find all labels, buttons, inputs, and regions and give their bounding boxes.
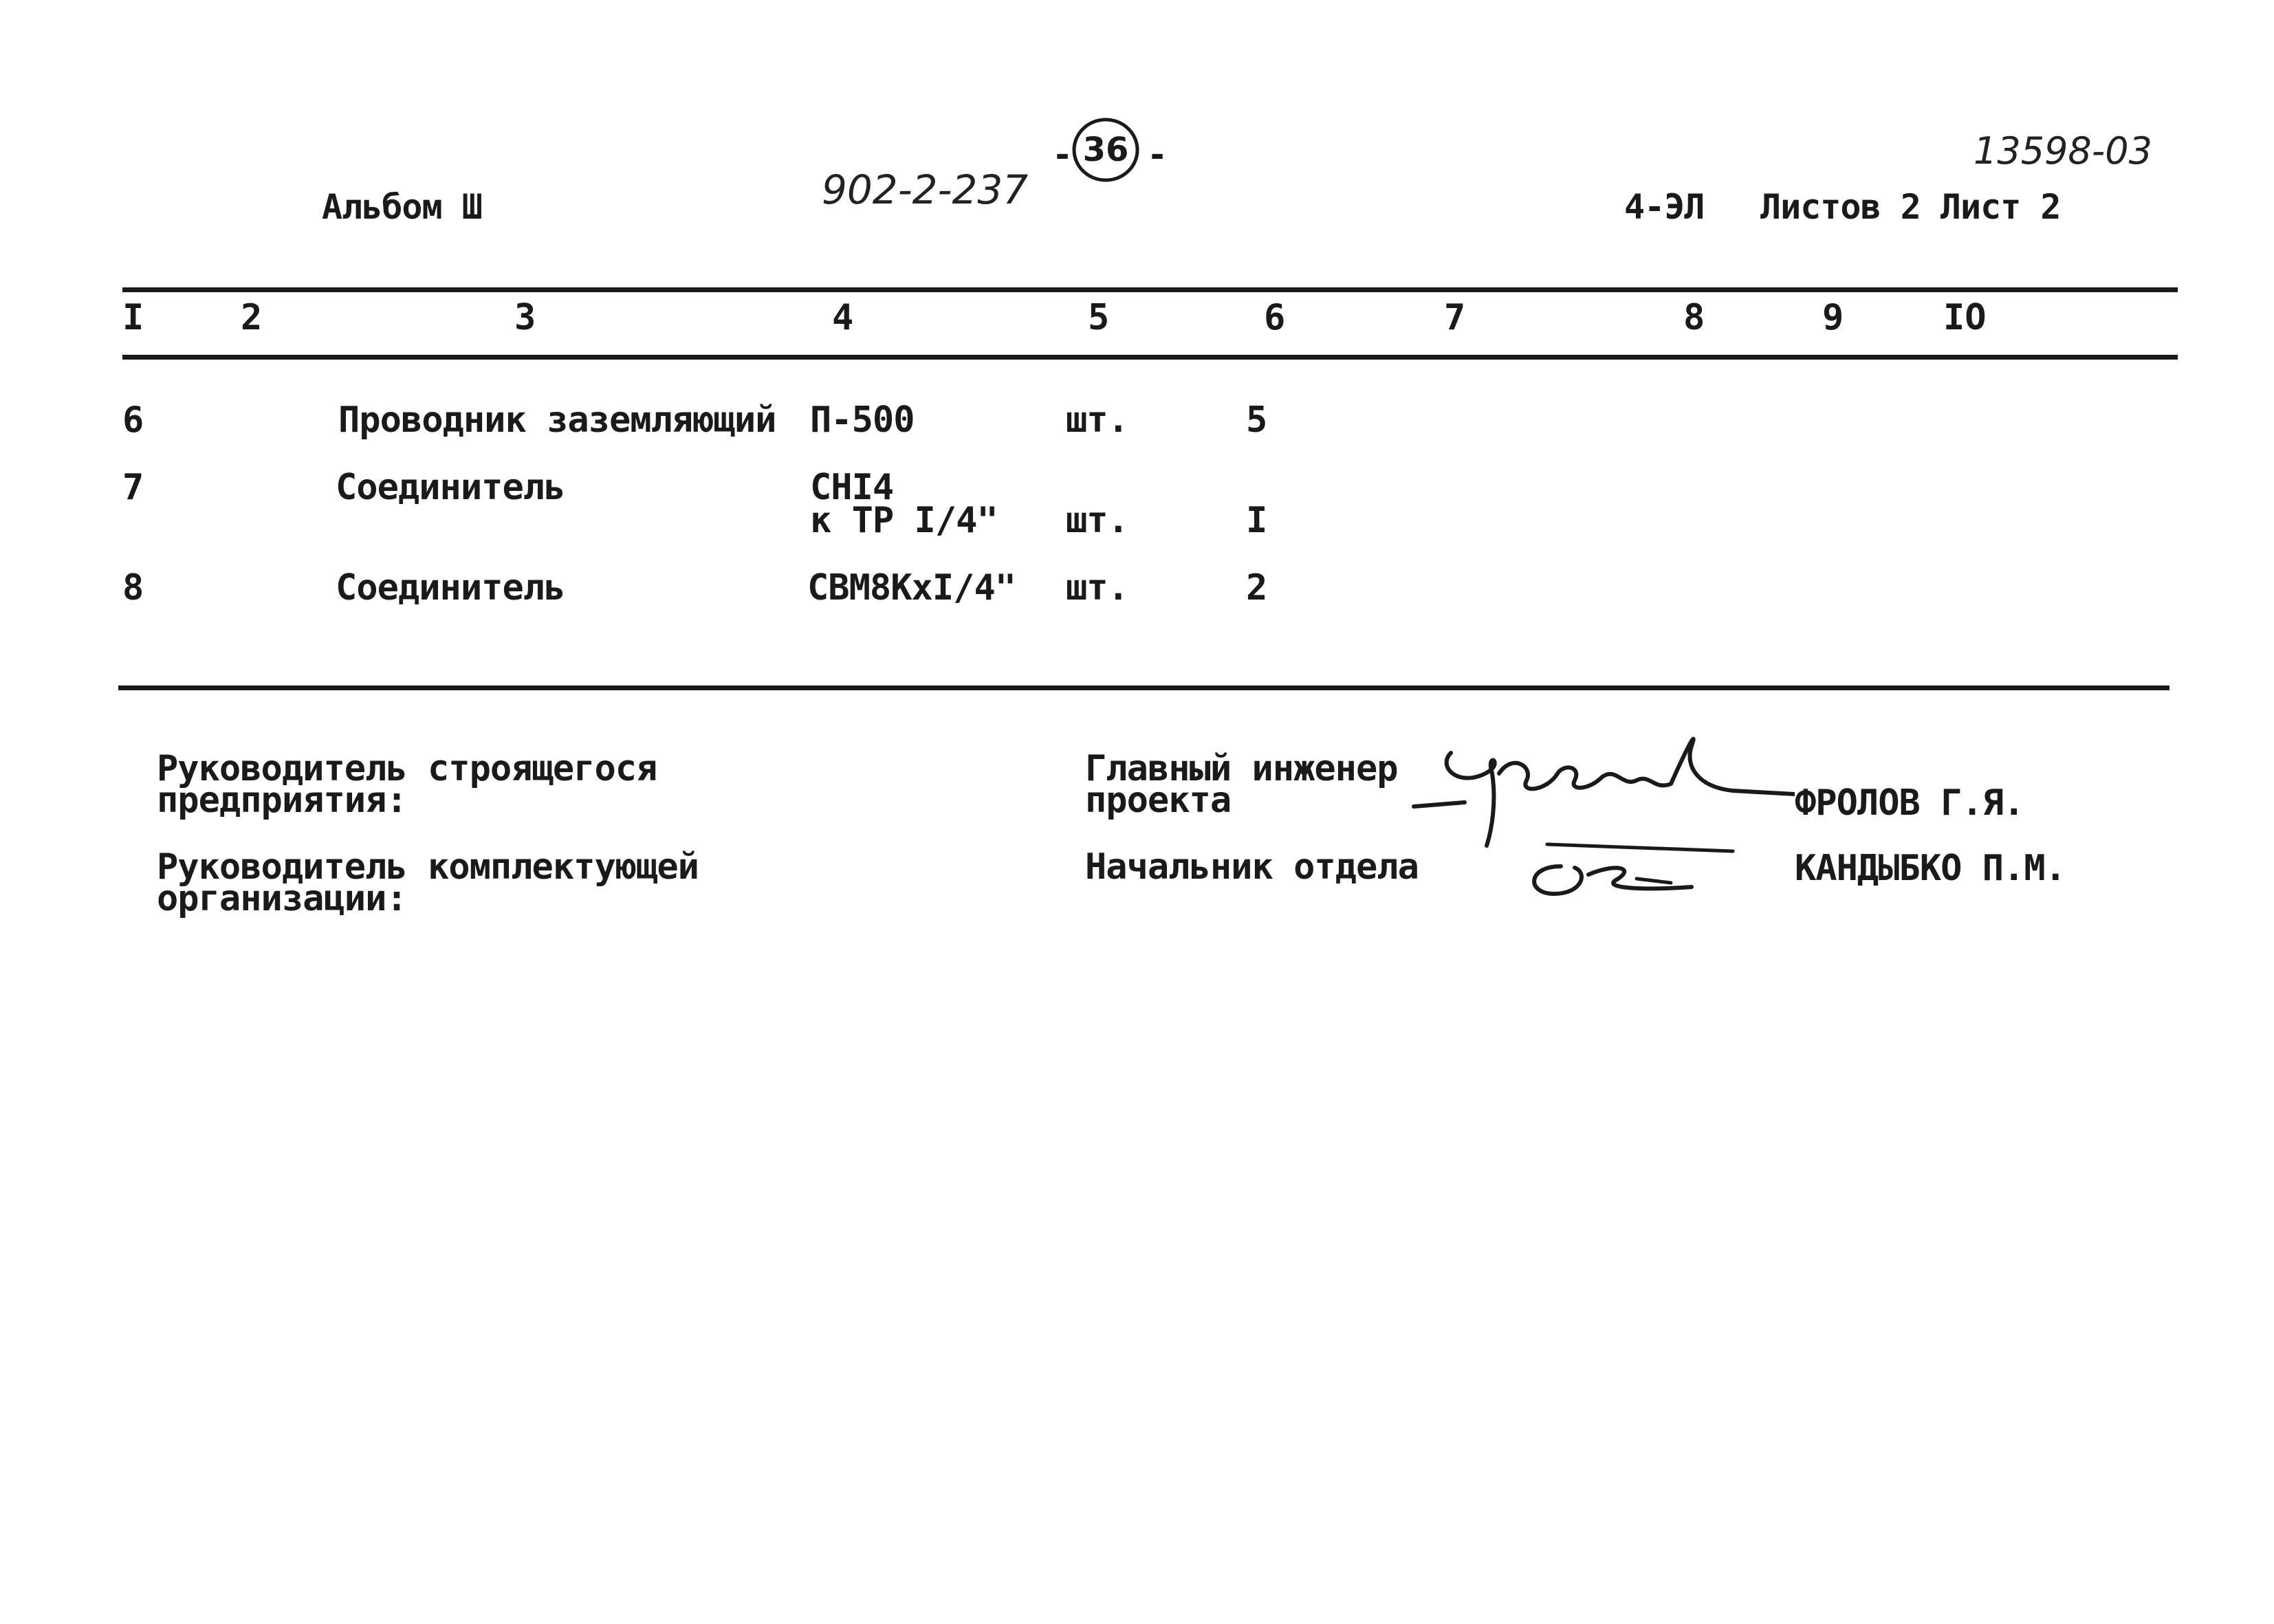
row-number: 7 (122, 467, 144, 508)
item-unit: шт. (1066, 567, 1128, 608)
column-number: 4 (832, 297, 854, 338)
item-designation: к ТР I/4" (810, 500, 998, 541)
row-number: 8 (122, 567, 144, 608)
table-header-rule (122, 355, 2178, 360)
department-head-title: Начальник отдела (1085, 846, 1419, 888)
project-code-handwritten: 902-2-237 (822, 166, 1029, 213)
department-head-name: КАНДЫБКО П.М. (1795, 848, 2066, 889)
item-unit: шт. (1066, 399, 1128, 441)
signature-label-supplier: Руководитель комплектующей организации: (157, 846, 699, 919)
column-number: 5 (1088, 297, 1110, 338)
column-number: 3 (514, 297, 536, 338)
table-bottom-rule (118, 685, 2169, 690)
signature-kandybko-icon (1513, 825, 1747, 908)
column-number: 2 (241, 297, 263, 338)
item-quantity: 5 (1246, 399, 1267, 441)
sheet-count: Листов 2 Лист 2 (1760, 187, 2061, 227)
item-designation: CBM8KxI/4" (807, 567, 1016, 608)
chief-engineer-name: ФРОЛОВ Г.Я. (1795, 782, 2024, 824)
item-name: Соединитель (336, 467, 565, 508)
page-number: - 36 - (1052, 116, 1162, 184)
column-number: I (122, 297, 144, 338)
column-number: 9 (1822, 297, 1844, 338)
page-number-value: 36 (1082, 131, 1129, 169)
item-unit: шт. (1066, 500, 1128, 541)
chief-engineer-title: Главный инженер проекта (1085, 748, 1398, 821)
item-quantity: I (1246, 500, 1267, 541)
column-number: 8 (1683, 297, 1705, 338)
item-designation: CHI4 (810, 467, 894, 508)
table-top-rule (122, 287, 2178, 292)
item-name: Проводник заземляющий (338, 399, 776, 441)
item-designation: П-500 (810, 399, 915, 441)
column-number: 6 (1264, 297, 1286, 338)
drawing-code: 4-ЭЛ (1624, 187, 1705, 227)
column-number: IO (1943, 297, 1987, 338)
album-label: Альбом Ш (322, 187, 482, 227)
archive-number-handwritten: 13598-03 (1974, 129, 2152, 173)
item-name: Соединитель (336, 567, 565, 608)
item-quantity: 2 (1246, 567, 1267, 608)
column-number: 7 (1444, 297, 1466, 338)
row-number: 6 (122, 399, 144, 441)
signature-label-builder: Руководитель строящегося предприятия: (157, 748, 657, 821)
